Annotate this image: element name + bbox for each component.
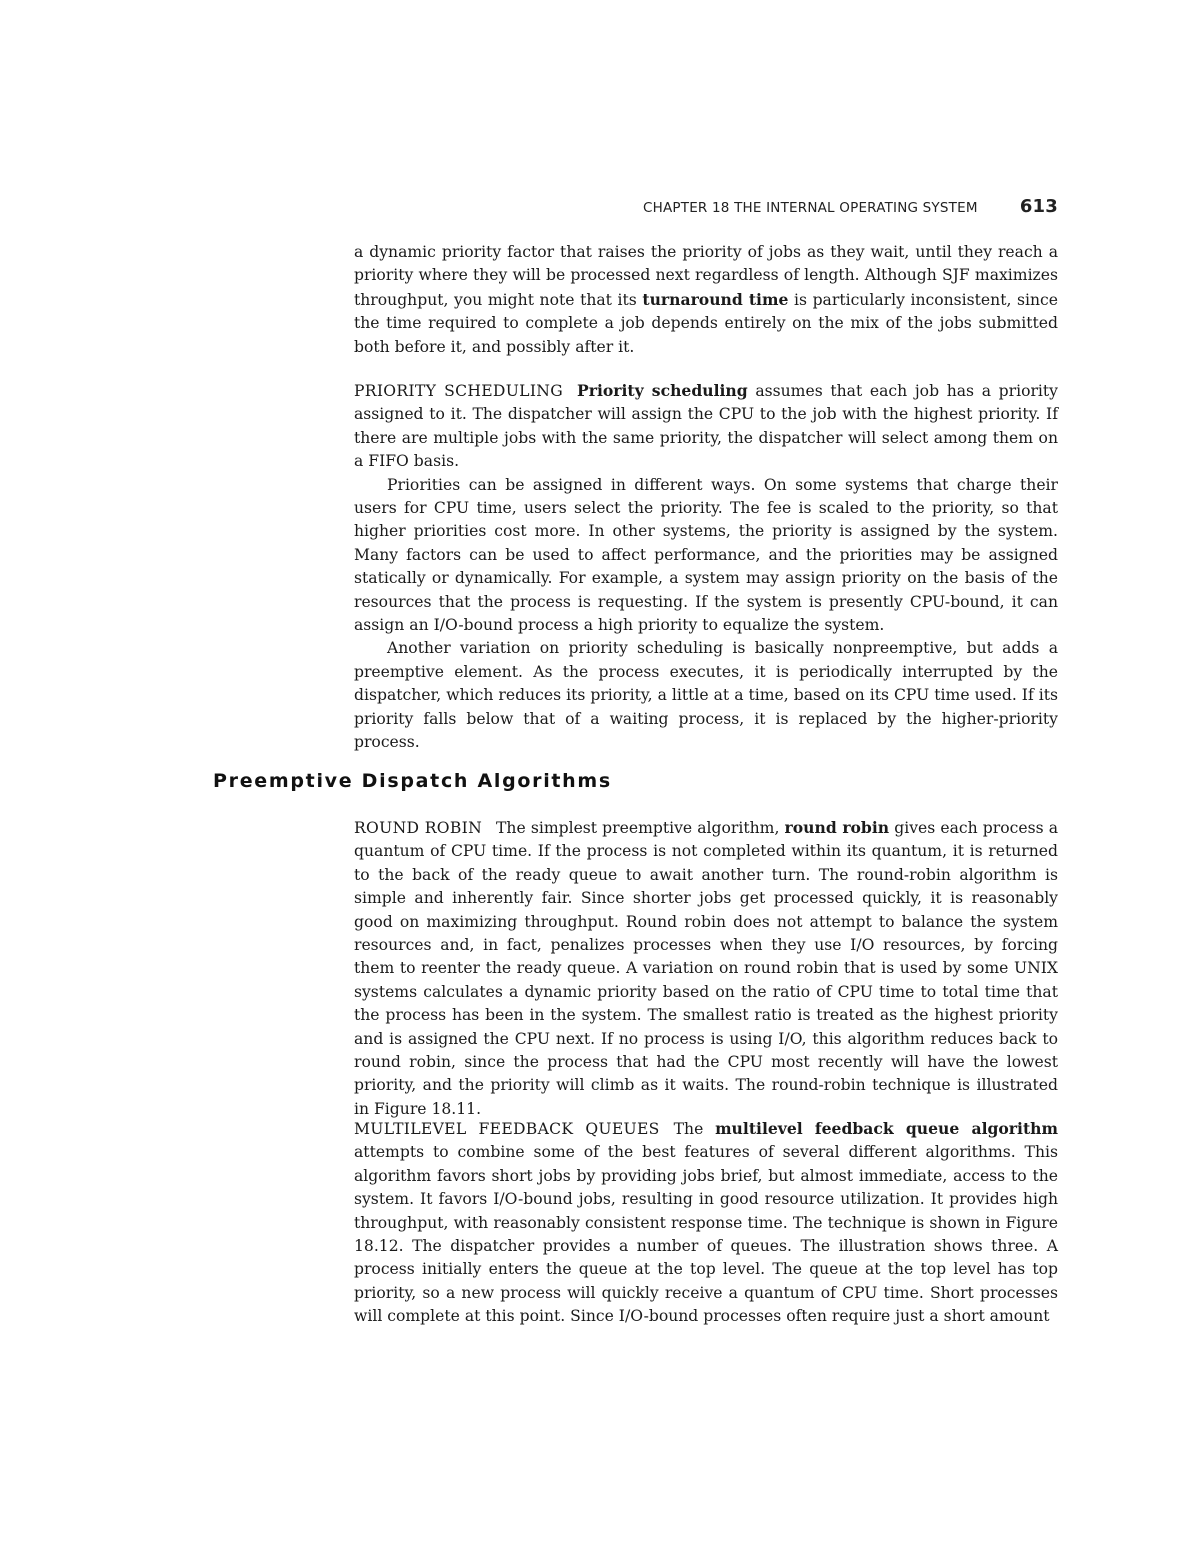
running-head — [643, 196, 1058, 217]
priority-p1-text: assumes that each job has a priority assigned to it. The dispatcher will assign the CPU to the job with the highest priority. If there are multiple jobs with the same priority, the dispatcher will select among them on a FIFO basis. — [354, 382, 1058, 471]
page-number: 613 — [1019, 196, 1058, 217]
term-turnaround-time: turnaround time — [642, 289, 789, 309]
mlfq-text-c: attempts to combine some of the best features of several different algorithms. This algorithm favors short jobs by providing jobs brief, but almost immediate, access to the system. It favors I/O-bound jobs, resulting in good resource utilization. It provides high throughput, with reasonably consistent response time. The technique is shown in Figure 18.12. The dispatcher provides a number of queues. The illustration shows three. A process initially enters the queue at the top level. The queue at the top level has top priority, so a new process will quickly receive a quantum of CPU time. Short processes will complete at this point. Since I/O-bound processes often require just a short amount — [354, 1143, 1058, 1326]
rr-text-a: The simplest preemptive algorithm, — [496, 819, 785, 837]
priority-paragraph-2: Priorities can be assigned in different ways. On some systems that charge their users for CPU time, users select the priority. The fee is scaled to the priority, so that higher priorities cost more. In other systems, the priority is assigned by the system. Many factors can be used to affect performance, and the priorities may be assigned statically or dynamically. For example, a system may assign priority on the basis of the resources that the process is requesting. If the system is presently CPU-bound, it can assign an I/O-bound process a high priority to equalize the system. — [354, 475, 1058, 635]
multilevel-feedback-section — [354, 1117, 1058, 1329]
priority-scheduling-section — [354, 379, 1058, 755]
priority-paragraph-3: Another variation on priority scheduling is basically nonpreemptive, but adds a preemptive element. As the process executes, it is periodically interrupted by the dispatcher, which reduces its priority, a little at a time, based on its CPU time used. If its priority falls below that of a waiting process, it is replaced by the higher-priority process. — [354, 639, 1058, 752]
mlfq-text-a: The — [673, 1120, 716, 1138]
running-title: CHAPTER 18 THE INTERNAL OPERATING SYSTEM — [643, 200, 978, 216]
para1-text-c: is particularly inconsistent, since the time required to complete a job depends entirely on the mix of the jobs submitted both before it, and possibly after it. — [354, 290, 1059, 356]
round-robin-section — [354, 816, 1058, 1121]
section-heading: Preemptive Dispatch Algorithms — [213, 770, 612, 792]
rr-text-c: gives each process a quantum of CPU time. If the process is not completed within its quantum, it is returned to the back of the ready queue to await another turn. The round-robin algorithm is simple and inherently fair. Since shorter jobs get processed quickly, it is reasonably good on maximizing throughput. Round robin does not attempt to balance the system resources and, in fact, penalizes processes when they use I/O resources, by forcing them to reenter the ready queue. A variation on round robin that is used by some UNIX systems calculates a dynamic priority based on the ratio of CPU time to total time that the process has been in the system. The smallest ratio is treated as the highest priority and is assigned the CPU next. If no process is using I/O, this algorithm reduces back to round robin, since the process that had the CPU most recently will have the lowest priority, and the priority will climb as it waits. The round-robin technique is illustrated in Figure 18.11. — [354, 819, 1058, 1118]
paragraph-continuation — [354, 241, 1058, 359]
term-priority-scheduling: Priority scheduling — [577, 381, 748, 400]
runin-heading-mlfq: MULTILEVEL FEEDBACK QUEUES — [354, 1120, 660, 1138]
runin-heading-round-robin: ROUND ROBIN — [354, 819, 483, 837]
term-multilevel-feedback-queue: multilevel feedback queue algorithm — [715, 1119, 1058, 1138]
runin-heading-priority: PRIORITY SCHEDULING — [354, 382, 563, 400]
para1-text-a: a dynamic priority factor that raises the priority of jobs as they wait, until they reach a priority where they will be processed next regardless of length. Although SJF maximizes throughput, you might note that its — [354, 243, 1058, 309]
term-round-robin: round robin — [784, 818, 890, 837]
